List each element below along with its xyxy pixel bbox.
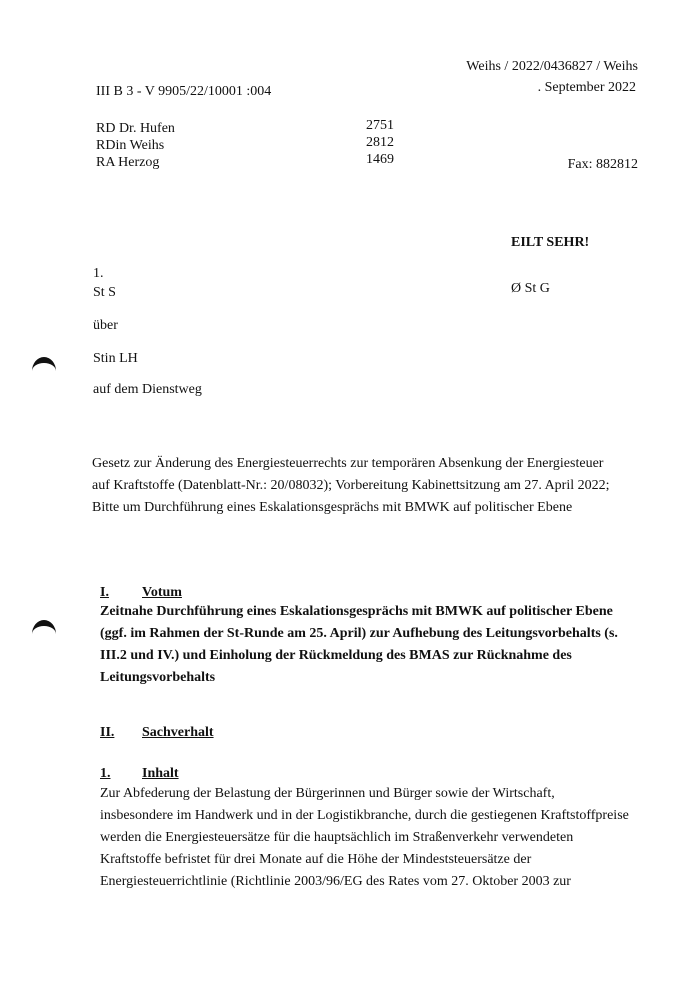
vote-line: III.2 und IV.) und Einholung der Rückmeldung des BMAS zur Rücknahme des	[100, 648, 572, 663]
content-line: insbesondere im Handwerk und in der Logistikbranche, durch die gestiegenen Kraftstoffpreise	[100, 808, 629, 823]
contact-name: RD Dr. Hufen	[96, 121, 175, 136]
content-line: Kraftstoffe befristet für drei Monate auf die Höhe der Mindeststeuersätze der	[100, 852, 532, 867]
content-line: Zur Abfederung der Belastung der Bürgerinnen und Bürger sowie der Wirtschaft,	[100, 786, 555, 801]
section-title: Votum	[142, 585, 182, 600]
case-reference: III B 3 - V 9905/22/10001 :004	[96, 84, 272, 99]
contact-name: RA Herzog	[96, 155, 160, 170]
section-number: I.	[100, 585, 109, 600]
routing-via-recipient: Stin LH	[93, 351, 138, 366]
subsection-number: 1.	[100, 766, 111, 781]
contact-extension: 2751	[366, 118, 394, 133]
section-heading	[100, 724, 214, 742]
routing-via: über	[93, 318, 118, 333]
vote-line: Leitungsvorbehalts	[100, 670, 216, 685]
fax-number: Fax: 882812	[567, 157, 638, 172]
urgency-note: EILT SEHR!	[511, 235, 590, 250]
subsection-title: Inhalt	[142, 766, 179, 781]
subject-paragraph	[92, 453, 652, 519]
subject-line: auf Kraftstoffe (Datenblatt-Nr.: 20/08032); Vorbereitung Kabinettsitzung am 27. April 2022;	[92, 478, 610, 493]
routing-recipient: St S	[93, 285, 116, 300]
contact-name: RDin Weihs	[96, 138, 165, 153]
file-reference: Weihs / 2022/0436827 / Weihs	[466, 59, 638, 74]
punch-hole-mark	[32, 357, 56, 371]
vote-line: Zeitnahe Durchführung eines Eskalationsgesprächs mit BMWK auf politischer Ebene	[100, 604, 613, 619]
subsection-heading	[100, 765, 179, 783]
routing-copy: Ø St G	[511, 281, 550, 296]
subject-line: Gesetz zur Änderung des Energiesteuerrechts zur temporären Absenkung der Energiesteuer	[92, 456, 604, 471]
contact-extension: 1469	[366, 152, 394, 167]
document-date: . September 2022	[537, 80, 636, 95]
contact-extension: 2812	[366, 135, 394, 150]
section-title: Sachverhalt	[142, 725, 214, 740]
content-paragraph	[100, 783, 660, 893]
routing-path: auf dem Dienstweg	[93, 382, 202, 397]
vote-paragraph	[100, 601, 660, 689]
vote-line: (ggf. im Rahmen der St-Runde am 25. April) zur Aufhebung des Leitungsvorbehalts (s.	[100, 626, 618, 641]
section-heading	[100, 584, 182, 602]
section-number: II.	[100, 725, 115, 740]
routing-number: 1.	[93, 266, 104, 281]
subject-line: Bitte um Durchführung eines Eskalationsgesprächs mit BMWK auf politischer Ebene	[92, 500, 573, 515]
content-line: Energiesteuerrichtlinie (Richtlinie 2003/96/EG des Rates vom 27. Oktober 2003 zur	[100, 874, 571, 889]
punch-hole-mark	[32, 620, 56, 634]
content-line: werden die Energiesteuersätze für die hauptsächlich im Straßenverkehr verwendeten	[100, 830, 574, 845]
